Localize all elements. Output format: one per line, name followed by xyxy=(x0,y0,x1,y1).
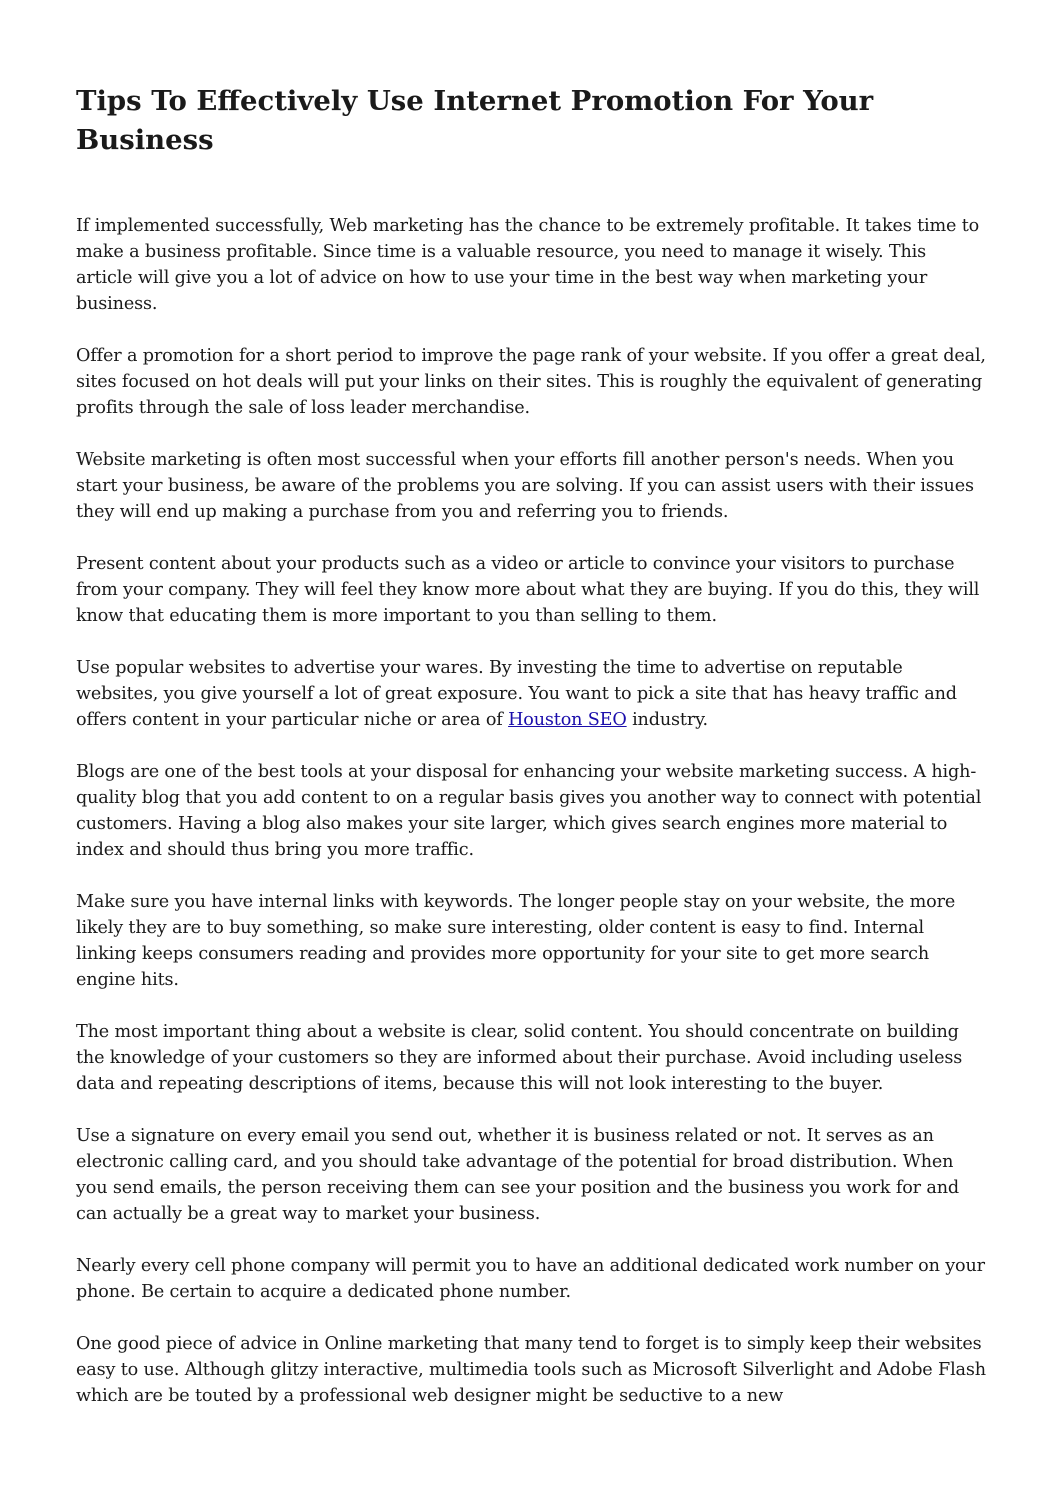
paragraph: Offer a promotion for a short period to improve the page rank of your website. If you offer a great deal, sites focused on hot deals will put your links on their sites. This is roughly the equivalent of generating profits through the sale of loss leader merchandise. xyxy=(76,346,986,418)
houston-seo-link[interactable]: Houston SEO xyxy=(508,710,627,730)
paragraph: The most important thing about a website is clear, solid content. You should concentrate on building the knowledge of your customers so they are informed about their purchase. Avoid including useless data and repeating descriptions of items, because this will not look interesting to the buyer. xyxy=(76,1022,963,1094)
paragraph: One good piece of advice in Online marketing that many tend to forget is to simply keep their websites easy to use. Although glitzy interactive, multimedia tools such as Microsoft Silverlight and Adobe Flash which are be touted by a professional web designer might be seductive to a new xyxy=(76,1334,986,1406)
paragraph: Make sure you have internal links with keywords. The longer people stay on your website, the more likely they are to buy something, so make sure interesting, older content is easy to find. Internal linking keeps consumers reading and provides more opportunity for your site to get more search engine hits. xyxy=(76,892,956,990)
paragraph: Use a signature on every email you send out, whether it is business related or not. It serves as an electronic calling card, and you should take advantage of the potential for broad distribution. When you send emails, the person receiving them can see your position and the business you work for and can actually be a great way to market your business. xyxy=(76,1126,960,1224)
paragraph: If implemented successfully, Web marketing has the chance to be extremely profitable. It takes time to make a business profitable. Since time is a valuable resource, you need to manage it wisely. This article will give you a lot of advice on how to use your time in the best way when marketing your business. xyxy=(76,216,980,314)
paragraph-with-link xyxy=(76,655,986,733)
article-title: Tips To Effectively Use Internet Promotion For Your Business xyxy=(76,85,874,156)
paragraph: Present content about your products such as a video or article to convince your visitors to purchase from your company. They will feel they know more about what they are buying. If you do this, they will know that educating them is more important to you than selling to them. xyxy=(76,554,980,626)
article xyxy=(76,82,986,1435)
paragraph: Nearly every cell phone company will permit you to have an additional dedicated work number on your phone. Be certain to acquire a dedicated phone number. xyxy=(76,1256,985,1302)
paragraph-text: Use popular websites to advertise your wares. By investing the time to advertise on reputable websites, you give yourself a lot of great exposure. You want to pick a site that has heavy traffic and offers content in your particular niche or area of xyxy=(76,658,957,730)
paragraph-text: industry. xyxy=(626,710,708,730)
article-body xyxy=(76,213,986,1409)
paragraph: Blogs are one of the best tools at your disposal for enhancing your website marketing success. A high-quality blog that you add content to on a regular basis gives you another way to connect with potential customers. Having a blog also makes your site larger, which gives search engines more material to index and should thus bring you more traffic. xyxy=(76,762,982,860)
paragraph: Website marketing is often most successful when your efforts fill another person's needs. When you start your business, be aware of the problems you are solving. If you can assist users with their issues they will end up making a purchase from you and referring you to friends. xyxy=(76,450,974,522)
